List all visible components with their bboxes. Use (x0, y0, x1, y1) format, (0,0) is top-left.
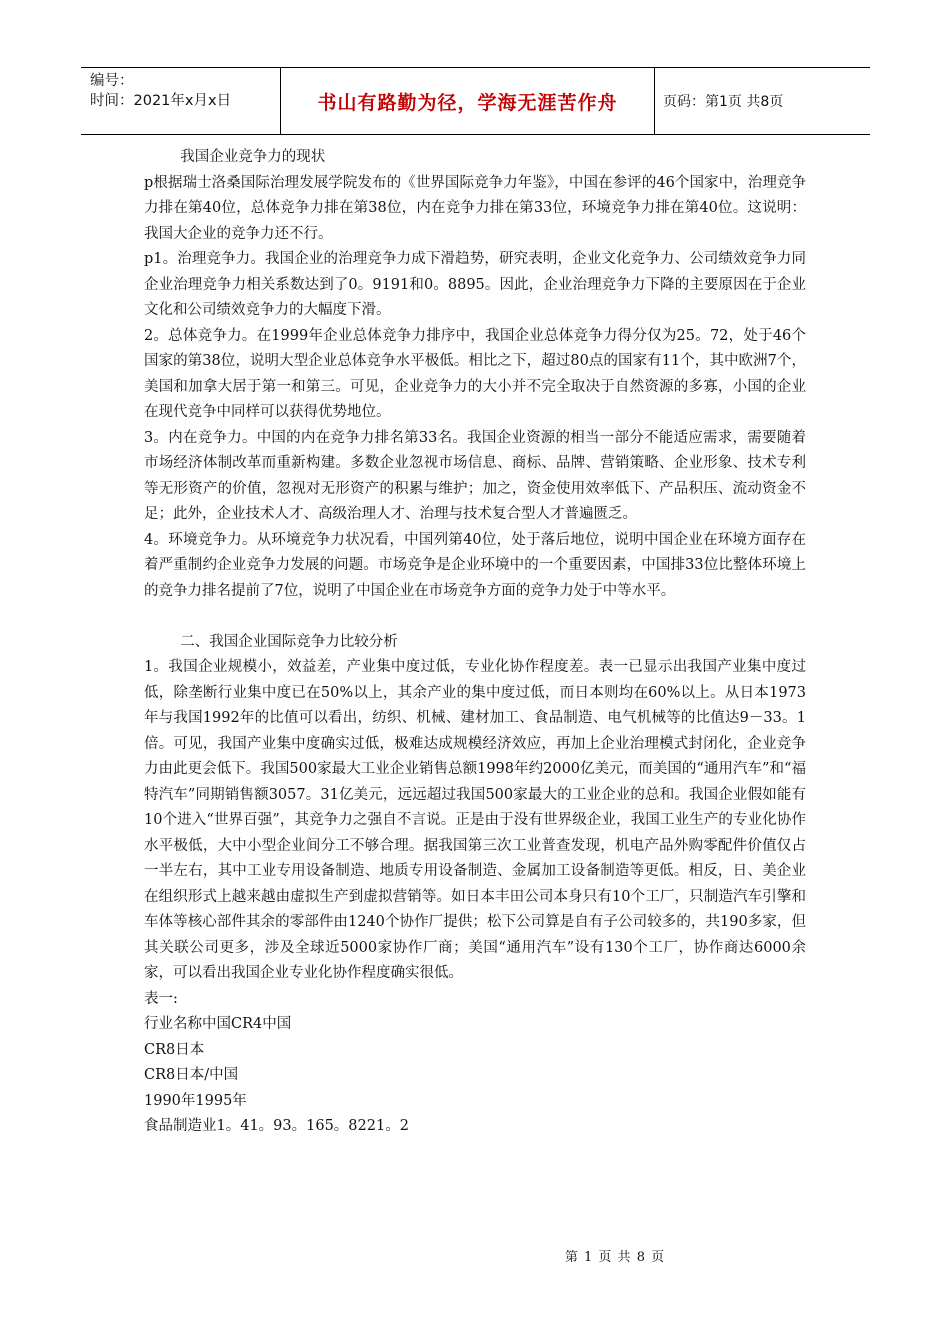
paragraph: p根据瑞士洛桑国际治理发展学院发布的《世界国际竞争力年鉴》，中国在参评的46个国家中，治理竞争力排在第40位，总体竞争力排在第38位，内在竞争力排在第33位，环境竞争力排在第40位。这说明：我国大企业的竞争力还不行。 (144, 174, 806, 242)
paragraph: 3。内在竞争力。中国的内在竞争力排名第33名。我国企业资源的相当一部分不能适应需求，需要随着市场经济体制改革而重新构建。多数企业忽视市场信息、商标、品牌、营销策略、企业形象、技术专利等无形资产的价值，忽视对无形资产的积累与维护；加之，资金使用效率低下、产品积压、流动资金不足；此外，企业技术人才、高级治理人才、治理与技术复合型人才普遍匮乏。 (144, 429, 806, 522)
table-line: 表一: (144, 990, 178, 1007)
page-header (81, 67, 870, 135)
header-page-info: 页码：第1页 共8页 (663, 94, 784, 110)
section-title: 我国企业竞争力的现状 (180, 149, 326, 165)
header-meta (81, 68, 281, 134)
paragraph: 2。总体竞争力。在1999年企业总体竞争力排序中，我国企业总体竞争力得分仅为25。72，处于46个国家的第38位，说明大型企业总体竞争水平极低。相比之下，超过80点的国家有11个，其中欧洲7个，美国和加拿大居于第一和第三。可见，企业竞争力的大小并不完全取决于自然资源的多寡，小国的企业在现代竞争中同样可以获得优势地位。 (144, 327, 806, 420)
header-date: 时间：2021年x月x日 (90, 93, 232, 109)
paragraph: 1。我国企业规模小，效益差，产业集中度过低，专业化协作程度差。表一已显示出我国产业集中度过低，除垄断行业集中度已在50%以上，其余产业的集中度过低，而日本则均在60%以上。从日本1973年与我国1992年的比值可以看出，纺织、机械、建材加工、食品制造、电气机械等的比值达9－33。1倍。可见，我国产业集中度确实过低，极难达成规模经济效应，再加上企业治理模式封闭化，企业竞争力由此更会低下。我国500家最大工业企业销售总额1998年约2000亿美元，而美国的“通用汽车”和“福特汽车”同期销售额3057。31亿美元，远远超过我国500家最大的工业企业的总和。我国企业假如能有10个进入“世界百强”，其竞争力之强自不言说。正是由于没有世界级企业，我国工业生产的专业化协作水平极低，大中小型企业间分工不够合理。据我国第三次工业普查发现，机电产品外购零配件价值仅占一半左右，其中工业专用设备制造、地质专用设备制造、金属加工设备制造等更低。相反，日、美企业在组织形式上越来越由虚拟生产到虚拟营销等。如日本丰田公司本身只有10个工厂，只制造汽车引擎和车体等核心部件其余的零部件由1240个协作厂提供；松下公司算是自有子公司较多的，共190多家，但其关联公司更多，涉及全球近5000家协作厂商；美国“通用汽车”设有130个工厂，协作商达6000余家，可以看出我国企业专业化协作程度确实很低。 (144, 659, 806, 981)
table-line: 食品制造业1。41。93。165。8221。2 (144, 1118, 409, 1134)
paragraph: p1。治理竞争力。我国企业的治理竞争力成下滑趋势，研究表明，企业文化竞争力、公司绩效竞争力同企业治理竞争力相关系数达到了0。9191和0。8895。因此，企业治理竞争力下降的主要原因在于企业文化和公司绩效竞争力的大幅度下滑。 (144, 251, 806, 318)
table-line: CR8日本 (144, 1041, 205, 1058)
header-motto: 书山有路勤为径，学海无涯苦作舟 (281, 68, 655, 134)
table-line: 行业名称中国CR4中国 (144, 1016, 292, 1032)
paragraph: 4。环境竞争力。从环境竞争力状况看，中国列第40位，处于落后地位，说明中国企业在环境方面存在着严重制约企业竞争力发展的问题。市场竞争是企业环境中的一个重要因素，中国排33位比整体环境上的竞争力排名提前了7位，说明了中国企业在市场竞争方面的竞争力处于中等水平。 (144, 531, 806, 599)
section-title: 二、我国企业国际竞争力比较分析 (180, 633, 398, 650)
table-line: CR8日本/中国 (144, 1067, 239, 1083)
blank-line (144, 604, 806, 630)
table-line: 1990年1995年 (144, 1092, 247, 1109)
header-number-label: 编号： (90, 73, 134, 89)
document-body (144, 145, 806, 1225)
page-footer: 第 1 页 共 8 页 (564, 1250, 666, 1265)
